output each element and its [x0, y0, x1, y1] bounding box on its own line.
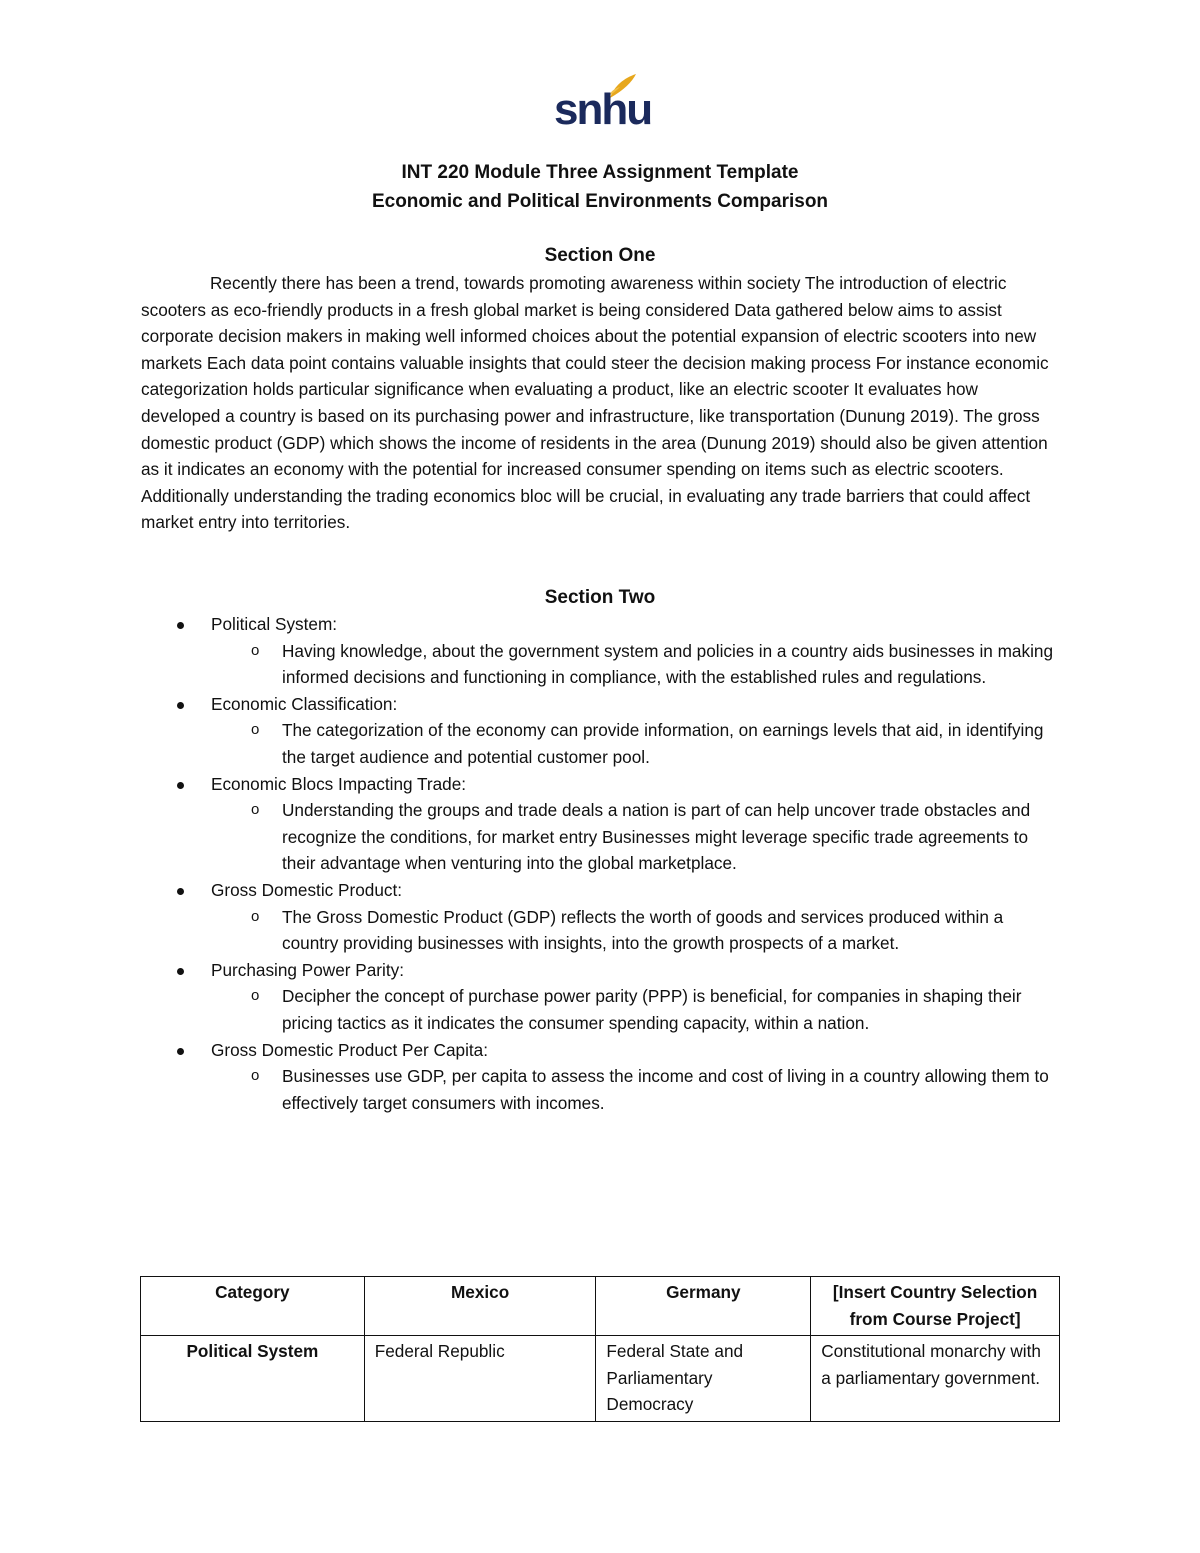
section-one-heading: Section One [544, 245, 656, 266]
germany-cell: Federal State and Parliamentary Democracy [596, 1336, 811, 1422]
sub-bullet-text: Having knowledge, about the government system and policies in a country aids businesses in making informed decisions and functioning in compliance, with the established rules and regulations. [282, 640, 1054, 688]
mexico-cell: Federal Republic [364, 1336, 596, 1422]
header-germany: Germany [596, 1277, 811, 1336]
sub-bullet-item [141, 717, 1061, 770]
selected-country-cell: Constitutional monarchy with a parliamentary government. [811, 1336, 1060, 1422]
bullet-label: Gross Domestic Product Per Capita: [211, 1039, 489, 1060]
sub-bullet-item [141, 904, 1061, 957]
header-mexico: Mexico [364, 1277, 596, 1336]
bullet-dot-icon [177, 968, 184, 975]
sub-bullet-text: The Gross Domestic Product (GDP) reflects the worth of goods and services produced within a country providing businesses with insights, into the growth prospects of a market. [282, 906, 1004, 954]
bullet-dot-icon [177, 1048, 184, 1055]
bullet-dot-icon [177, 622, 184, 629]
bullet-label: Economic Blocs Impacting Trade: [211, 773, 467, 794]
bullet-item [141, 877, 1061, 904]
sub-bullet-text: The categorization of the economy can provide information, on earnings levels that aid, in identifying the target audience and potential customer pool. [282, 720, 1044, 767]
section-one-paragraph: Recently there has been a trend, towards promoting awareness within society The introduction of electric scooters as eco-friendly products in a fresh global market is being considered Data gathered below aims to assist corporate decision makers in making well informed choices about the potential expansion of electric scooters into new markets Each data point contains valuable insights that could steer the decision making process For instance economic categorization holds particular significance when evaluating a product, like an electric scooter It evaluates how developed a country is based on its purchasing power and infrastructure, like transportation (Dunung 2019). The gross domestic product (GDP) which shows the income of residents in the area (Dunung 2019) should also be given attention as it indicates an economy with the potential for increased consumer spending on items such as electric scooters. Additionally understanding the trading economics bloc will be crucial, in evaluating any trade barriers that could affect market entry into territories. [141, 273, 1049, 533]
snhu-logo [554, 72, 652, 134]
sub-bullet-text: Understanding the groups and trade deals a nation is part of can help uncover trade obstacles and recognize the conditions, for market entry Businesses might leverage specific trade agreements to their advantage when venturing into the global marketplace. [282, 800, 1031, 874]
sub-bullet-item [141, 638, 1061, 691]
bullet-item [141, 1037, 1061, 1064]
bullet-item [141, 771, 1061, 798]
bullet-item [141, 691, 1061, 718]
sub-bullet-item [141, 797, 1061, 877]
bullet-item [141, 611, 1061, 638]
bullet-label: Economic Classification: [211, 693, 398, 714]
title-line-1: INT 220 Module Three Assignment Template [401, 162, 799, 183]
sub-bullet-marker: o [251, 907, 260, 925]
sub-bullet-item [141, 1063, 1061, 1116]
sub-bullet-marker: o [251, 987, 260, 1005]
bullet-label: Gross Domestic Product: [211, 879, 403, 900]
sub-bullet-text: Decipher the concept of purchase power parity (PPP) is beneficial, for companies in shaping their pricing tactics as it indicates the consumer spending capacity, within a nation. [282, 986, 1022, 1033]
sub-bullet-marker: o [251, 641, 260, 659]
row-category-cell: Political System [141, 1336, 365, 1422]
logo-wordmark: snhu [554, 85, 652, 134]
comparison-table [140, 1276, 1060, 1422]
sub-bullet-text: Businesses use GDP, per capita to assess the income and cost of living in a country allowing them to effectively target consumers with incomes. [282, 1066, 1049, 1113]
table-row [141, 1336, 1060, 1422]
header-insert-country: [Insert Country Selection from Course Project] [811, 1277, 1060, 1336]
bullet-dot-icon [177, 702, 184, 709]
header-category: Category [141, 1277, 365, 1336]
document-title [140, 158, 1060, 216]
sub-bullet-marker: o [251, 1067, 260, 1085]
section-two-heading: Section Two [544, 587, 656, 608]
section-two-bullet-list [141, 611, 1061, 1116]
bullet-label: Purchasing Power Parity: [211, 959, 404, 980]
sub-bullet-marker: o [251, 721, 260, 739]
title-line-2: Economic and Political Environments Comparison [371, 191, 829, 212]
bullet-dot-icon [177, 782, 184, 789]
sub-bullet-marker: o [251, 801, 260, 819]
bullet-item [141, 957, 1061, 984]
sub-bullet-item [141, 983, 1061, 1036]
bullet-dot-icon [177, 888, 184, 895]
bullet-label: Political System: [211, 614, 338, 634]
table-header-row [141, 1277, 1060, 1336]
